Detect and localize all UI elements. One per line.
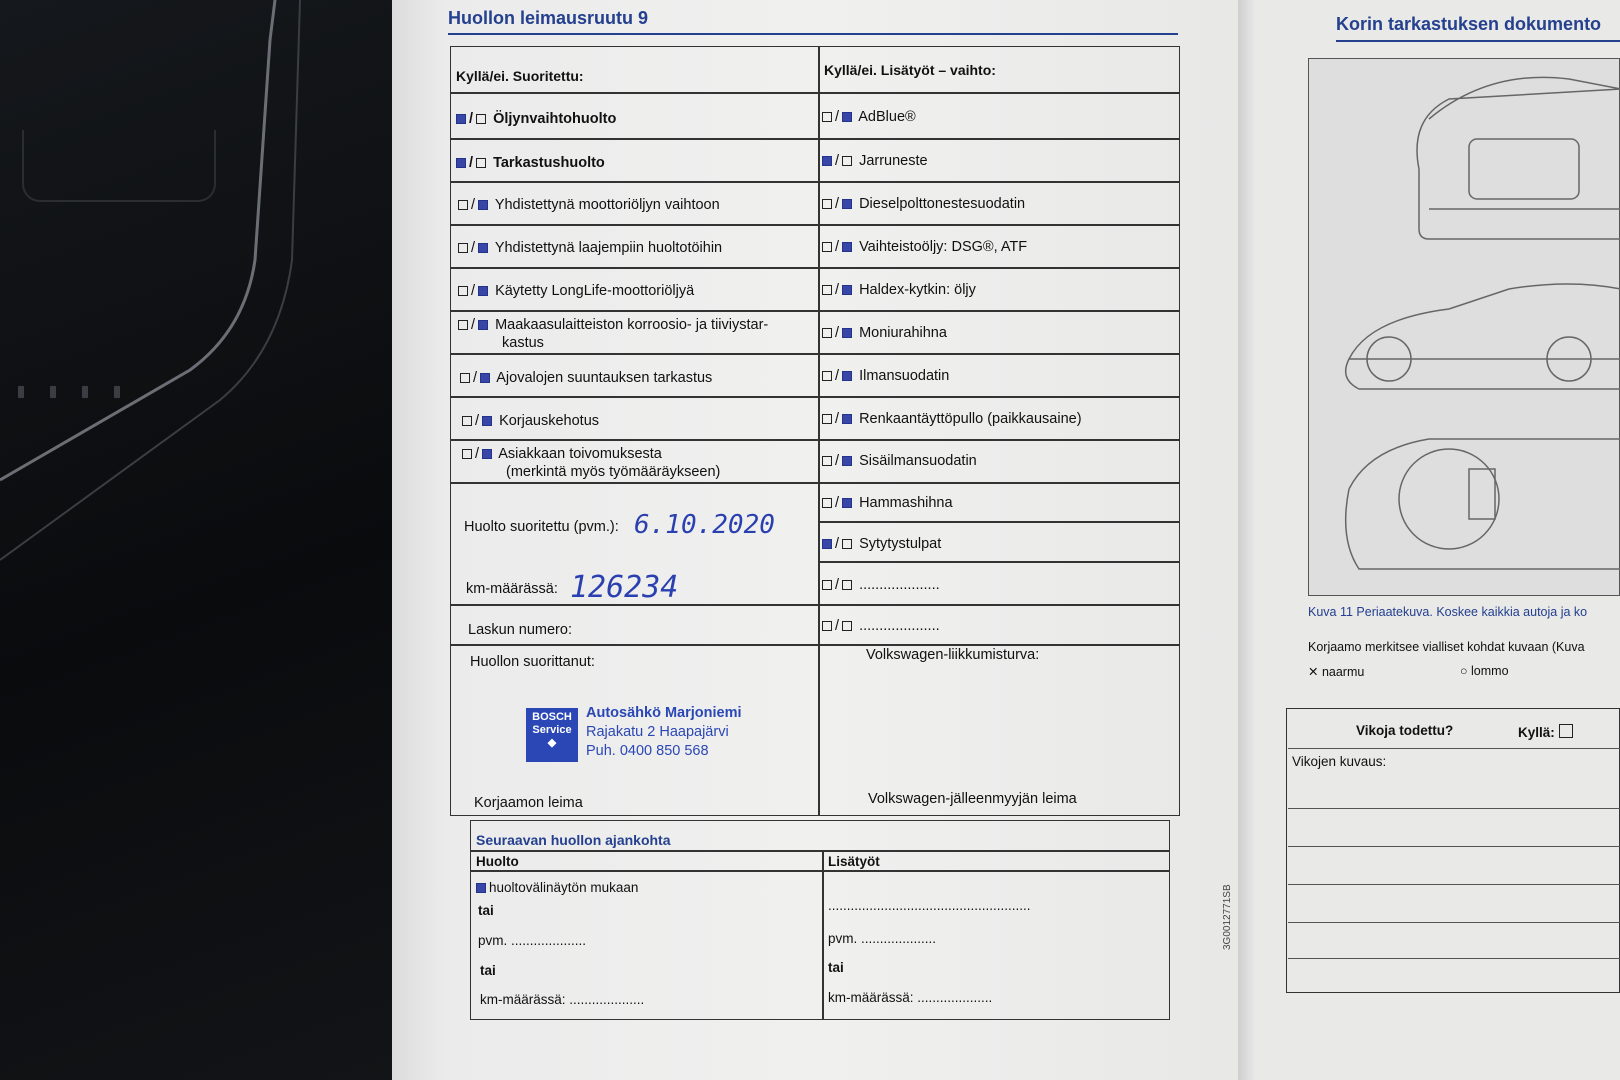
- next-km-field[interactable]: km-määrässä: ....................: [480, 992, 645, 1007]
- item-air-filter[interactable]: / Ilmansuodatin: [822, 367, 949, 385]
- checkbox-yes-icon[interactable]: [458, 286, 468, 296]
- item-label: Ajovalojen suuntauksen tarkastus: [496, 370, 713, 386]
- grid-row-line: [450, 396, 1180, 398]
- item-label: Haldex-kytkin: öljy: [859, 282, 976, 298]
- car-diagram-figure: [1308, 58, 1620, 596]
- checkbox-no-icon[interactable]: [482, 449, 492, 459]
- checkbox-yes-icon[interactable]: [822, 156, 832, 166]
- bosch-service-logo: BOSCH Service ◆: [526, 708, 578, 762]
- item-repair-request[interactable]: / Korjauskehotus: [462, 412, 599, 430]
- item-spark-plugs[interactable]: / Sytytystulpat: [822, 535, 941, 553]
- defects-rule: [1288, 748, 1620, 749]
- workshop-stamp-label: Korjaamon leima: [474, 795, 583, 811]
- defects-write-line[interactable]: [1288, 958, 1620, 959]
- item-blank-2[interactable]: / ....................: [822, 617, 940, 635]
- defects-write-line[interactable]: [1288, 846, 1620, 847]
- km-handwritten: 126234: [570, 570, 679, 605]
- checkbox-yes-icon[interactable]: [458, 243, 468, 253]
- checkbox-yes-icon[interactable]: [822, 580, 832, 590]
- vw-mobility-label: Volkswagen-liikkumisturva:: [866, 647, 1040, 663]
- item-combined-extended[interactable]: / Yhdistettynä laajempiin huoltotöihin: [458, 239, 722, 257]
- next-service-rule: [470, 850, 1170, 852]
- item-tyre-sealant[interactable]: / Renkaantäyttöpullo (paikkausaine): [822, 410, 1082, 428]
- legend-dent: ○ lommo: [1460, 664, 1509, 678]
- car-outline-drawing: [1309, 59, 1620, 597]
- item-label: Öljynvaihtohuolto: [493, 111, 617, 127]
- item-timing-belt[interactable]: / Hammashihna: [822, 494, 953, 512]
- checkbox-no-icon[interactable]: [478, 243, 488, 253]
- item-label: Hammashihna: [859, 495, 953, 511]
- item-inspection[interactable]: / Tarkastushuolto: [456, 154, 605, 172]
- item-label: Jarruneste: [859, 153, 928, 169]
- right-column-header: Kyllä/ei. Lisätyöt – vaihto:: [824, 62, 996, 78]
- grid-row-line: [450, 138, 1180, 140]
- item-oil-change[interactable]: / Öljynvaihtohuolto: [456, 110, 616, 128]
- item-diesel-filter[interactable]: / Dieselpolttonestesuodatin: [822, 195, 1025, 213]
- item-adblue[interactable]: / AdBlue®: [822, 108, 916, 126]
- item-label: Korjauskehotus: [499, 413, 600, 429]
- right-title-rule: [1336, 40, 1620, 42]
- item-label: Yhdistettynä moottoriöljyn vaihtoon: [494, 197, 720, 213]
- checkbox-no-icon[interactable]: [842, 539, 852, 549]
- grid-row-line: [818, 521, 1180, 523]
- item-label-line2: kastus: [502, 335, 544, 351]
- checkbox-no-icon[interactable]: [842, 156, 852, 166]
- checkbox-icon[interactable]: [476, 883, 486, 893]
- dashboard-trim: [0, 0, 420, 1080]
- circle-icon: ○: [1460, 664, 1472, 678]
- defects-box: [1286, 708, 1620, 993]
- grid-row-line: [450, 181, 1180, 183]
- grid-row-line: [450, 92, 1180, 94]
- item-gearbox-oil[interactable]: / Vaihteistoöljy: DSG®, ATF: [822, 238, 1027, 256]
- grid-divider: [818, 46, 820, 816]
- defects-question: Vikoja todettu?: [1356, 723, 1454, 738]
- grid-row-line: [450, 644, 1180, 646]
- dashboard-slots: [18, 385, 146, 403]
- item-label: Ilmansuodatin: [859, 368, 950, 384]
- grid-row-line: [450, 353, 1180, 355]
- or-label: tai: [478, 903, 494, 918]
- title-rule: [448, 33, 1178, 35]
- item-label: Tarkastushuolto: [493, 155, 605, 171]
- performed-by-label: Huollon suorittanut:: [470, 654, 595, 670]
- item-label: AdBlue®: [858, 109, 916, 125]
- checkbox-yes-icon[interactable]: [458, 200, 468, 210]
- extra-km-field[interactable]: km-määrässä: ....................: [828, 990, 993, 1005]
- item-label: ....................: [859, 618, 940, 634]
- item-brake-fluid[interactable]: / Jarruneste: [822, 152, 928, 170]
- checkbox-no-icon[interactable]: [842, 580, 852, 590]
- item-label: Sytytystulpat: [859, 536, 942, 552]
- left-column-header: Kyllä/ei. Suoritettu:: [456, 68, 584, 84]
- km-label: km-määrässä:: [466, 581, 558, 597]
- or-label: tai: [828, 960, 844, 975]
- grid-row-line: [450, 267, 1180, 269]
- by-indicator-option[interactable]: huoltovälinäytön mukaan: [476, 880, 638, 895]
- defects-yes-option[interactable]: Kyllä:: [1518, 724, 1576, 740]
- defects-write-line[interactable]: [1288, 922, 1620, 923]
- stamp-name: Autosähkö Marjoniemi: [586, 705, 742, 721]
- form-title: Huollon leimausruutu 9: [448, 8, 649, 28]
- checkbox-no-icon[interactable]: [842, 199, 852, 209]
- checkbox-no-icon[interactable]: [842, 414, 852, 424]
- checkbox-no-icon[interactable]: [476, 158, 486, 168]
- body-inspection-title: Korin tarkastuksen dokumento: [1336, 14, 1602, 34]
- item-label: Dieselpolttonestesuodatin: [859, 196, 1026, 212]
- invoice-label: Laskun numero:: [468, 622, 572, 638]
- checkbox-yes-icon[interactable]: [460, 373, 470, 383]
- checkbox-no-icon[interactable]: [842, 242, 852, 252]
- checkbox-yes-icon[interactable]: [822, 112, 832, 122]
- extra-date-field[interactable]: pvm. ....................: [828, 931, 937, 946]
- checkbox-yes-icon[interactable]: [822, 242, 832, 252]
- item-label: Yhdistettynä laajempiin huoltotöihin: [494, 240, 723, 256]
- checkbox-no-icon[interactable]: [478, 200, 488, 210]
- grid-row-line: [818, 561, 1180, 563]
- item-headlight-aim[interactable]: / Ajovalojen suuntauksen tarkastus: [460, 369, 712, 387]
- checkbox-no-icon[interactable]: [842, 498, 852, 508]
- checkbox-yes-icon[interactable]: [822, 199, 832, 209]
- checkbox-yes-icon[interactable]: [456, 114, 466, 124]
- checkbox-yes-icon[interactable]: [822, 621, 832, 631]
- checkbox-no-icon[interactable]: [842, 621, 852, 631]
- checkbox-yes-icon[interactable]: [822, 328, 832, 338]
- stamp-address: Rajakatu 2 Haapajärvi: [586, 724, 729, 740]
- defects-write-line[interactable]: [1288, 808, 1620, 809]
- service-date-label: Huolto suoritettu (pvm.):: [464, 519, 619, 535]
- item-label: Vaihteistoöljy: DSG®, ATF: [859, 239, 1028, 255]
- checkbox-yes-icon[interactable]: [822, 414, 832, 424]
- item-gas-system[interactable]: / Maakaasulaitteiston korroosio- ja tiiviystar- kastus: [458, 316, 768, 352]
- checkbox-no-icon[interactable]: [842, 112, 852, 122]
- service-date-handwritten: 6.10.2020: [634, 510, 775, 540]
- item-label: Renkaantäyttöpullo (paikkausaine): [859, 411, 1082, 427]
- next-service-rule: [470, 870, 1170, 872]
- item-label: Moniurahihna: [859, 325, 947, 341]
- checkbox-yes-icon[interactable]: [456, 158, 466, 168]
- item-label-line2: (merkintä myös työmääräykseen): [506, 464, 721, 480]
- item-blank-1[interactable]: / ....................: [822, 576, 940, 594]
- next-service-col1: Huolto: [476, 854, 519, 869]
- next-service-divider: [822, 850, 824, 1020]
- item-combined-oil[interactable]: / Yhdistettynä moottoriöljyn vaihtoon: [458, 196, 720, 214]
- item-label: Käytetty LongLife-moottoriöljyä: [495, 283, 695, 299]
- checkbox-yes-icon[interactable]: [822, 371, 832, 381]
- checkbox-yes-icon[interactable]: [462, 449, 472, 459]
- grid-row-line: [450, 604, 1180, 606]
- next-date-field[interactable]: pvm. ....................: [478, 933, 587, 948]
- inspection-note: Korjaamo merkitsee vialliset kohdat kuvaan (Kuva: [1308, 640, 1585, 654]
- item-cabin-filter[interactable]: / Sisäilmansuodatin: [822, 452, 977, 470]
- or-label: tai: [480, 963, 496, 978]
- dealer-stamp-label: Volkswagen-jälleenmyyjän leima: [868, 791, 1077, 807]
- grid-row-line: [450, 439, 1180, 441]
- item-ribbed-belt[interactable]: / Moniurahihna: [822, 324, 947, 342]
- extra-work-field[interactable]: ......................................................: [828, 898, 1031, 913]
- checkbox-yes-icon[interactable]: [462, 416, 472, 426]
- next-service-col2: Lisätyöt: [828, 854, 880, 869]
- checkbox-icon[interactable]: [1559, 724, 1573, 738]
- checkbox-yes-icon[interactable]: [822, 456, 832, 466]
- checkbox-no-icon[interactable]: [842, 328, 852, 338]
- checkbox-no-icon[interactable]: [478, 286, 488, 296]
- item-label: Maakaasulaitteiston korroosio- ja tiiviystar-: [495, 317, 769, 333]
- item-longlife-oil[interactable]: / Käytetty LongLife-moottoriöljyä: [458, 282, 694, 300]
- grid-row-line: [450, 482, 1180, 484]
- checkbox-no-icon[interactable]: [842, 371, 852, 381]
- booklet-gutter: [1238, 0, 1254, 1080]
- item-label: ....................: [859, 577, 940, 593]
- item-customer-request[interactable]: / Asiakkaan toivomuksesta (merkintä myös työmääräykseen): [462, 445, 720, 481]
- grid-row-line: [450, 224, 1180, 226]
- checkbox-yes-icon[interactable]: [822, 498, 832, 508]
- defects-write-line[interactable]: [1288, 884, 1620, 885]
- defects-description-label: Vikojen kuvaus:: [1292, 754, 1387, 769]
- next-service-title: Seuraavan huollon ajankohta: [476, 832, 671, 848]
- grid-row-line: [450, 310, 1180, 312]
- checkbox-yes-icon[interactable]: [822, 539, 832, 549]
- document-code: 3G0012771SB: [1222, 884, 1233, 950]
- checkbox-no-icon[interactable]: [480, 373, 490, 383]
- checkbox-no-icon[interactable]: [842, 456, 852, 466]
- item-label: Asiakkaan toivomuksesta: [498, 446, 662, 462]
- checkbox-no-icon[interactable]: [476, 114, 486, 124]
- checkbox-no-icon[interactable]: [482, 416, 492, 426]
- cross-icon: ✕: [1308, 665, 1322, 679]
- checkbox-no-icon[interactable]: [842, 285, 852, 295]
- item-haldex[interactable]: / Haldex-kytkin: öljy: [822, 281, 976, 299]
- item-label: Sisäilmansuodatin: [859, 453, 977, 469]
- checkbox-yes-icon[interactable]: [458, 320, 468, 330]
- checkbox-yes-icon[interactable]: [822, 285, 832, 295]
- legend-scratch: ✕ naarmu: [1308, 665, 1365, 679]
- checkbox-no-icon[interactable]: [478, 320, 488, 330]
- stamp-phone: Puh. 0400 850 568: [586, 743, 709, 759]
- figure-caption: Kuva 11 Periaatekuva. Koskee kaikkia autoja ja ko: [1308, 605, 1588, 619]
